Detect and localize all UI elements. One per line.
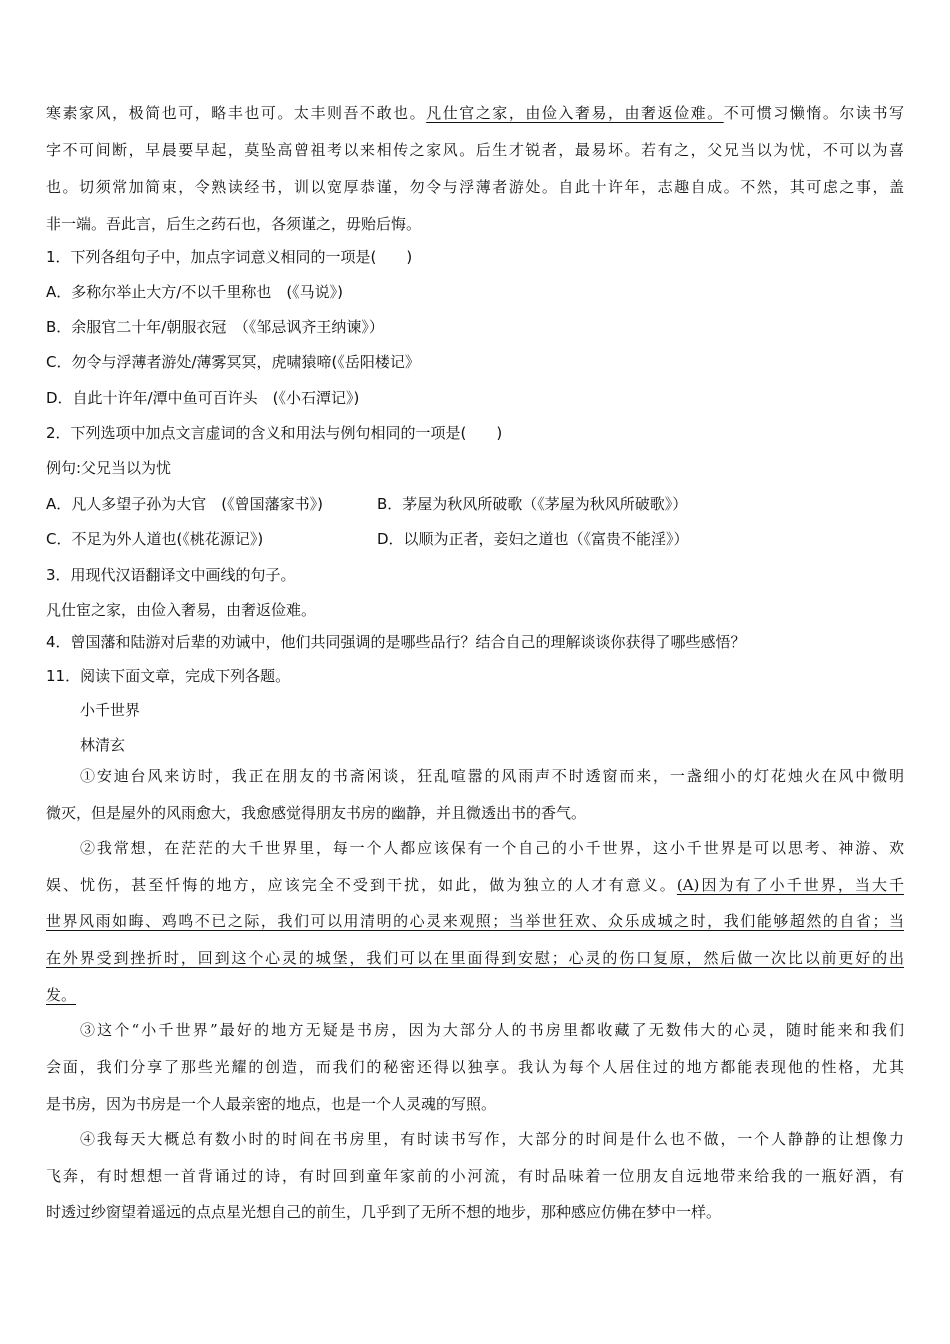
underlined-sentence: 凡仕官之家，由俭入奢易，由奢返俭难。 (426, 104, 724, 122)
paragraph-3-line-2: 会面，我们分享了那些光耀的创造，而我们的秘密还得以独享。我认为每个人居住过的地方都能表现他的性格，尤其 (46, 1058, 904, 1076)
question-1: 1．下列各组句子中，加点字词意义相同的一项是( ) (46, 248, 413, 266)
question-2: 2．下列选项中加点文言虚词的含义和用法与例句相同的一项是( ) (46, 424, 503, 442)
intro-line-4: 非一端。吾此言，后生之药石也，各须谨之，毋贻后悔。 (46, 215, 422, 233)
paragraph-2-line-3: 世界风雨如晦、鸡鸣不已之际，我们可以用清明的心灵来观照；当举世狂欢、众乐成城之时，我们能够超然的自省；当 (46, 912, 904, 930)
paragraph-2-line-5: 发。 (46, 986, 77, 1004)
question-2-option-c: C．不足为外人道也(《桃花源记》) (46, 530, 264, 548)
intro-text: 不可惯习懒惰。尔读书写 (723, 104, 904, 122)
paragraph-1-line-1: ①安迪台风来访时，我正在朋友的书斋闲谈，狂乱喧嚣的风雨声不时透窗而来，一盏细小的灯花烛火在风中微明 (80, 767, 904, 785)
question-2-option-d: D．以顺为正者，妾妇之道也（《富贵不能淫》） (377, 530, 689, 548)
underlined-passage-a: (A)因为有了小千世界，当大千 (676, 876, 904, 894)
question-4: 4．曾国藩和陆游对后辈的劝诫中，他们共同强调的是哪些品行？结合自己的理解谈谈你获得了哪些感悟？ (46, 633, 746, 651)
paragraph-1-line-2: 微灭，但是屋外的风雨愈大，我愈感觉得朋友书房的幽静，并且微透出书的香气。 (46, 804, 587, 822)
paragraph-2-line-2 (46, 875, 904, 895)
intro-line-1 (46, 103, 904, 123)
question-3-sentence: 凡仕宦之家，由俭入奢易，由奢返俭难。 (46, 601, 317, 619)
intro-text: 寒素家风，极简也可，略丰也可。太丰则吾不敢也。 (46, 104, 427, 122)
intro-line-2: 字不可间断，早晨要早起，莫坠高曾祖考以来相传之家风。后生才锐者，最易坏。若有之，父兄当以为忧，不可以为喜 (46, 141, 904, 159)
paragraph-2-line-1: ②我常想，在茫茫的大千世界里，每一个人都应该保有一个自己的小千世界，这小千世界是可以思考、神游、欢 (80, 839, 904, 857)
paragraph-3-line-1: ③这个“小千世界”最好的地方无疑是书房，因为大部分人的书房里都收藏了无数伟大的心灵，随时能来和我们 (80, 1021, 904, 1039)
paragraph-text: 娱、忧伤，甚至忏悔的地方，应该完全不受到干扰，如此，做为独立的人才有意义。 (46, 876, 677, 894)
paragraph-4-line-3: 时透过纱窗望着遥远的点点星光想自己的前生，几乎到了无所不想的地步，那种感应仿佛在梦中一样。 (46, 1203, 722, 1221)
paragraph-4-line-1: ④我每天大概总有数小时的时间在书房里，有时读书写作，大部分的时间是什么也不做，一个人静静的让想像力 (80, 1130, 904, 1148)
question-2-option-a: A．凡人多望子孙为大官 (《曾国藩家书》) (46, 495, 323, 513)
question-11: 11．阅读下面文章，完成下列各题。 (46, 667, 291, 685)
question-1-option-c: C．勿令与浮薄者游处/薄雾冥冥，虎啸猿啼(《岳阳楼记》 (46, 353, 420, 371)
paragraph-3-line-3: 是书房，因为书房是一个人最亲密的地点，也是一个人灵魂的写照。 (46, 1095, 497, 1113)
article-author: 林清玄 (80, 736, 126, 754)
question-1-option-a: A．多称尔举止大方/不以千里称也 (《马说》) (46, 283, 344, 301)
article-title: 小千世界 (80, 701, 141, 719)
question-2-option-b: B．茅屋为秋风所破歌（《茅屋为秋风所破歌》） (377, 495, 688, 513)
question-1-option-d: D．自此十许年/潭中鱼可百许头 (《小石潭记》) (46, 389, 360, 407)
question-2-example: 例句:父兄当以为忧 (46, 459, 172, 477)
intro-line-3: 也。切须常加简束，令熟读经书，训以宽厚恭谨，勿令与浮薄者游处。自此十许年，志趣自成。不然，其可虑之事，盖 (46, 178, 904, 196)
question-3: 3．用现代汉语翻译文中画线的句子。 (46, 566, 296, 584)
paragraph-2-line-4: 在外界受到挫折时，回到这个心灵的城堡，我们可以在里面得到安慰；心灵的伤口复原，然后做一次比以前更好的出 (46, 949, 904, 967)
question-1-option-b: B．余服官二十年/朝服衣冠 （《邹忌讽齐王纳谏》） (46, 318, 384, 336)
paragraph-4-line-2: 飞奔，有时想想一首背诵过的诗，有时回到童年家前的小河流，有时品味着一位朋友自远地带来给我的一瓶好酒，有 (46, 1167, 904, 1185)
